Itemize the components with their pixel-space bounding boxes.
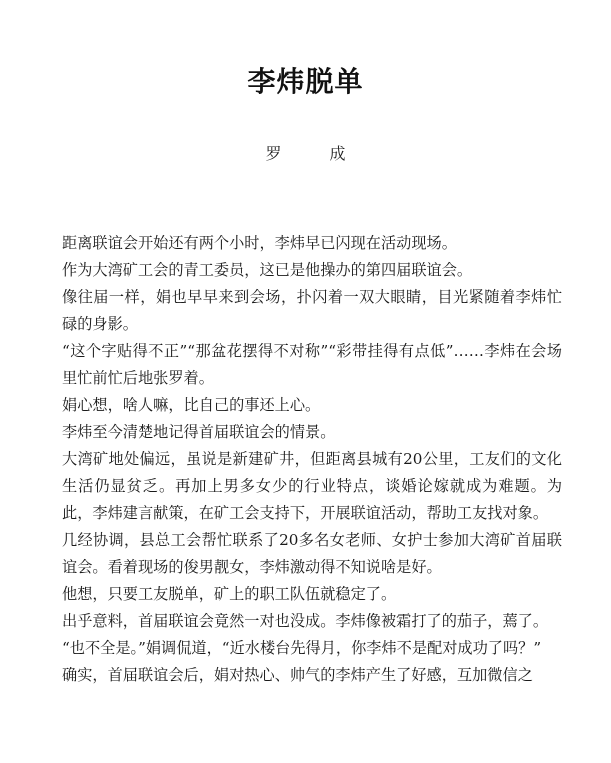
paragraph: 作为大湾矿工会的青工委员，这已是他操办的第四届联谊会。 bbox=[62, 261, 473, 279]
article-title: 李炜脱单 bbox=[247, 65, 364, 98]
paragraph: 距离联谊会开始还有两个小时，李炜早已闪现在活动现场。 bbox=[62, 234, 457, 252]
article-body bbox=[62, 230, 562, 689]
paragraph: 李炜至今清楚地记得首届联谊会的情景。 bbox=[62, 423, 336, 441]
paragraph: 像往届一样，娟也早早来到会场，扑闪着一双大眼睛，目光紧随着李炜忙碌的身影。 bbox=[62, 288, 562, 333]
article-author: 罗 成 bbox=[265, 144, 362, 163]
paragraph: 娟心想，啥人嘛，比自己的事还上心。 bbox=[62, 396, 321, 414]
paragraph: 出乎意料，首届联谊会竟然一对也没成。李炜像被霜打了的茄子，蔫了。 bbox=[62, 612, 548, 630]
paragraph: 他想，只要工友脱单，矿上的职工队伍就稳定了。 bbox=[62, 585, 397, 603]
paragraph: 几经协调，县总工会帮忙联系了20多名女老师、女护士参加大湾矿首届联谊会。看着现场的俊男靓女，李炜激动得不知说啥是好。 bbox=[62, 531, 562, 576]
paragraph: “也不全是。”娟调侃道，“近水楼台先得月，你李炜不是配对成功了吗？” bbox=[62, 639, 542, 657]
paragraph: “这个字贴得不正”“那盆花摆得不对称”“彩带挂得有点低”……李炜在会场里忙前忙后地张罗着。 bbox=[62, 342, 562, 387]
paragraph: 确实，首届联谊会后，娟对热心、帅气的李炜产生了好感，互加微信之 bbox=[62, 666, 533, 684]
paragraph: 大湾矿地处偏远，虽说是新建矿井，但距离县城有20公里，工友们的文化生活仍显贫乏。再加上男多女少的行业特点，谈婚论嫁就成为难题。为此，李炜建言献策，在矿工会支持下，开展联谊活动，帮助工友找对象。 bbox=[62, 450, 562, 522]
